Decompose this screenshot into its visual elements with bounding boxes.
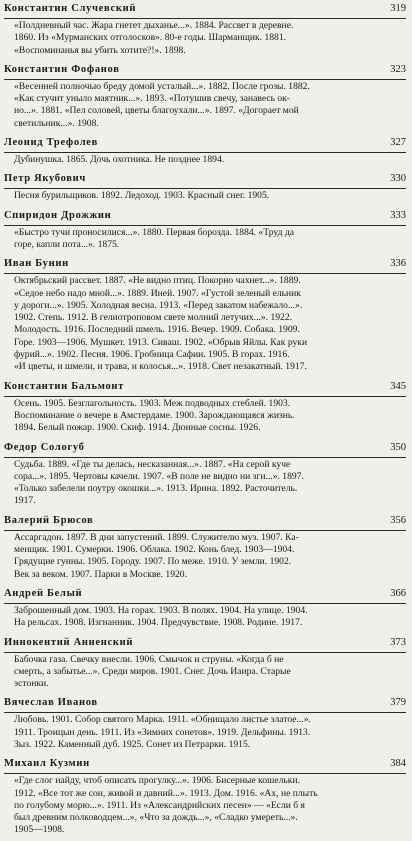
page-number: 327 [390,137,406,149]
poem-list-line: Век за веком. 1907. Парки в Москве. 1920. [14,568,188,580]
poem-list-line: Любовь. 1901. Собор святого Марка. 1911. «Обнищало листье златое...». [14,714,311,726]
poem-list-line: «Весенней полночью бреду домой усталый...». 1882. После грозы. 1882. [14,80,310,92]
poem-list-line: «И цветы, и шмели, и трава, и колосья...». 1918. Свет незакатный. 1917. [14,361,307,373]
page-number: 323 [390,63,406,75]
poem-list [4,397,406,439]
poem-list-line: 1911. Троицын день. 1911. Из «Зимних сонетов». 1919. Дельфины. 1913. [14,726,311,738]
poem-list [4,189,406,206]
poem-list [4,774,406,840]
toc-entry [4,207,406,256]
toc-entry [4,255,406,377]
poem-list-line: по голубому морю...». 1911. Из «Александрийских песен» — «Если б я [14,799,305,811]
author-name: Спиридон Дрожжин [4,209,112,221]
poem-list-line: Судьба. 1889. «Где ты делась, несказанная...». 1887. «На серой куче [14,458,291,470]
poem-list-line: горе, капли пота...». 1875. [14,238,120,250]
page-number: 330 [390,173,406,185]
author-heading [4,512,406,531]
toc-entry [4,0,406,61]
author-heading [4,439,406,458]
poem-list-line: Бабочка газа. Свечку внесли. 1906. Смычок и струны. «Когда б не [14,653,284,665]
poem-list-line: Горе. 1903—1906. Мушкет. 1913. Сиваш. 1902. «Обрыв Яйлы. Как руки [14,336,308,348]
poem-list-line: «Быстро тучи проносилися...». 1880. Первая борозда. 1884. «Труд да [14,226,295,238]
poem-list [4,653,406,695]
author-name: Константин Бальмонт [4,380,125,392]
toc-entry [4,439,406,512]
poem-list-line: Ассаргадон. 1897. В дни запустений. 1899. Служителю муз. 1907. Ка- [14,531,299,543]
author-heading [4,255,406,274]
poem-list-line: 1902. Степь. 1912. В гелиотроповом свете молний летучих...». 1922. [14,312,293,324]
toc-entry [4,134,406,170]
author-name: Леонид Трефолев [4,137,99,149]
page-number: 336 [390,258,406,270]
author-name: Федор Сологуб [4,441,85,453]
page-number: 384 [390,758,406,770]
poem-list [4,274,406,377]
author-heading [4,170,406,189]
poem-list-line: Заброшенный дом. 1903. На горах. 1903. В полях. 1904. На улице. 1904. [14,604,308,616]
poem-list-line: Песня бурильщиков. 1892. Ледоход. 1903. Красный снег. 1905. [14,190,270,202]
poem-list-line: 1894. Белый пожар. 1900. Скиф. 1914. Дюнные сосны. 1926. [14,422,261,434]
page-number: 379 [390,697,406,709]
page-number: 356 [390,514,406,526]
poem-list-line: «Как стучит уныло маятник...». 1893. «Потушив свечу, занавесь ок- [14,93,291,105]
poem-list [4,80,406,134]
author-heading [4,0,406,19]
poem-list-line: эстонки. [14,678,49,690]
toc-entry [4,755,406,840]
poem-list-line: «Воспоминанья вы убить хотите?!». 1898. [14,44,186,56]
poem-list-line: Октябрьский рассвет. 1887. «Не видно птиц. Покорно чахнет...». 1889. [14,275,301,287]
poem-list [4,226,406,256]
author-name: Петр Якубович [4,173,87,185]
poem-list-line: «Полдневный час. Жара гнетет дыханье...». 1884. Рассвет в деревне. [14,20,294,31]
poem-list-line: Осень. 1905. Безглагольность. 1903. Меж подводных стеблей. 1903. [14,397,291,409]
author-name: Константин Фофанов [4,63,120,75]
poem-list-line: Грядущие гунны. 1905. Городу. 1907. По меже. 1910. У земли. 1902. [14,556,292,568]
poem-list-line: «Седое небо надо мной...». 1889. Иней. 1907. «Густой зеленый ельник [14,287,301,299]
author-heading [4,694,406,713]
poem-list-line: Зыз. 1922. Каменный дуб. 1925. Сонет из Петрарки. 1915. [14,738,251,750]
poem-list-line: был древним полководцем...», «Что за дождь...», «Сладко умереть...». [14,812,298,824]
poem-list-line: сора...». 1895. Чертовы качели. 1907. «В поле не видно ни зги...». 1897. [14,470,304,482]
poem-list [4,153,406,170]
poem-list-line: у дороги...». 1905. Холодная весна. 1913. «Перед закатом набежало...». [14,299,303,311]
poem-list-line: «Только забелели поутру окошки...». 1913. Ирина. 1892. Расточитель. [14,483,298,495]
author-name: Андрей Белый [4,587,83,599]
page-number: 333 [390,209,406,221]
poem-list-line: смерть, а забытье...». Среди миров. 1901. Снег. Дочь Иаира. Старые [14,665,291,677]
toc-entry [4,61,406,134]
author-heading [4,207,406,226]
poem-list-line: светильник...». 1908. [14,117,99,129]
poem-list [4,19,406,61]
poem-list [4,531,406,585]
toc-entry [4,378,406,439]
poem-list-line: 1917. [14,495,36,507]
poem-list-line: 1860. Из «Мурманских отголосков». 80-е годы. Шарманщик. 1881. [14,32,287,44]
author-heading [4,134,406,153]
poem-list-line: Воспоминание о вечере в Амстердаме. 1900. Зарождающаяся жизнь. [14,409,295,421]
author-heading [4,755,406,774]
author-name: Константин Случевский [4,3,137,14]
page-number: 319 [390,3,406,14]
poem-list [4,604,406,634]
toc-entry [4,512,406,585]
toc-entry [4,634,406,695]
page-number: 350 [390,441,406,453]
poem-list [4,458,406,512]
author-name: Валерий Брюсов [4,514,94,526]
author-name: Вячеслав Иванов [4,697,98,709]
author-heading [4,378,406,397]
poem-list-line: 1905—1908. [14,824,65,836]
toc-entry [4,170,406,206]
poem-list-line: Дубинушка. 1865. Дочь охотника. Не позднее 1894. [14,154,225,166]
author-heading [4,61,406,80]
poem-list-line: На рельсах. 1908. Изгнанник. 1904. Предчувствие. 1908. Родине. 1917. [14,617,303,629]
poem-list-line: Молодость. 1916. Последний шмель. 1916. Вечер. 1909. Собака. 1909. [14,324,300,336]
author-name: Иннокентий Анненский [4,636,134,648]
author-heading [4,634,406,653]
toc-entry [4,585,406,634]
page-number: 373 [390,636,406,648]
toc-entry [4,694,406,755]
page-number: 345 [390,380,406,392]
poem-list-line: 1912. «Все тот же сон, живой и давний...». 1913. Дом. 1916. «Ах, не плыть [14,787,318,799]
author-heading [4,585,406,604]
poem-list-line: менщик. 1901. Сумерки. 1906. Облака. 1902. Конь блед. 1903—1904. [14,544,295,556]
author-name: Иван Бунин [4,258,69,270]
poem-list-line: фурий...». 1902. Песня. 1906. Гробница Сафии. 1905. В горах. 1916. [14,349,290,361]
poem-list-line: «Где слог найду, чтоб описать прогулку...». 1906. Бисерные кошельки. [14,775,301,787]
author-name: Михаил Кузмин [4,758,90,770]
poem-list [4,713,406,755]
poem-list-line: но...». 1881. «Пел соловей, цветы благоухали...». 1897. «Догорает мой [14,105,299,117]
page-number: 366 [390,587,406,599]
